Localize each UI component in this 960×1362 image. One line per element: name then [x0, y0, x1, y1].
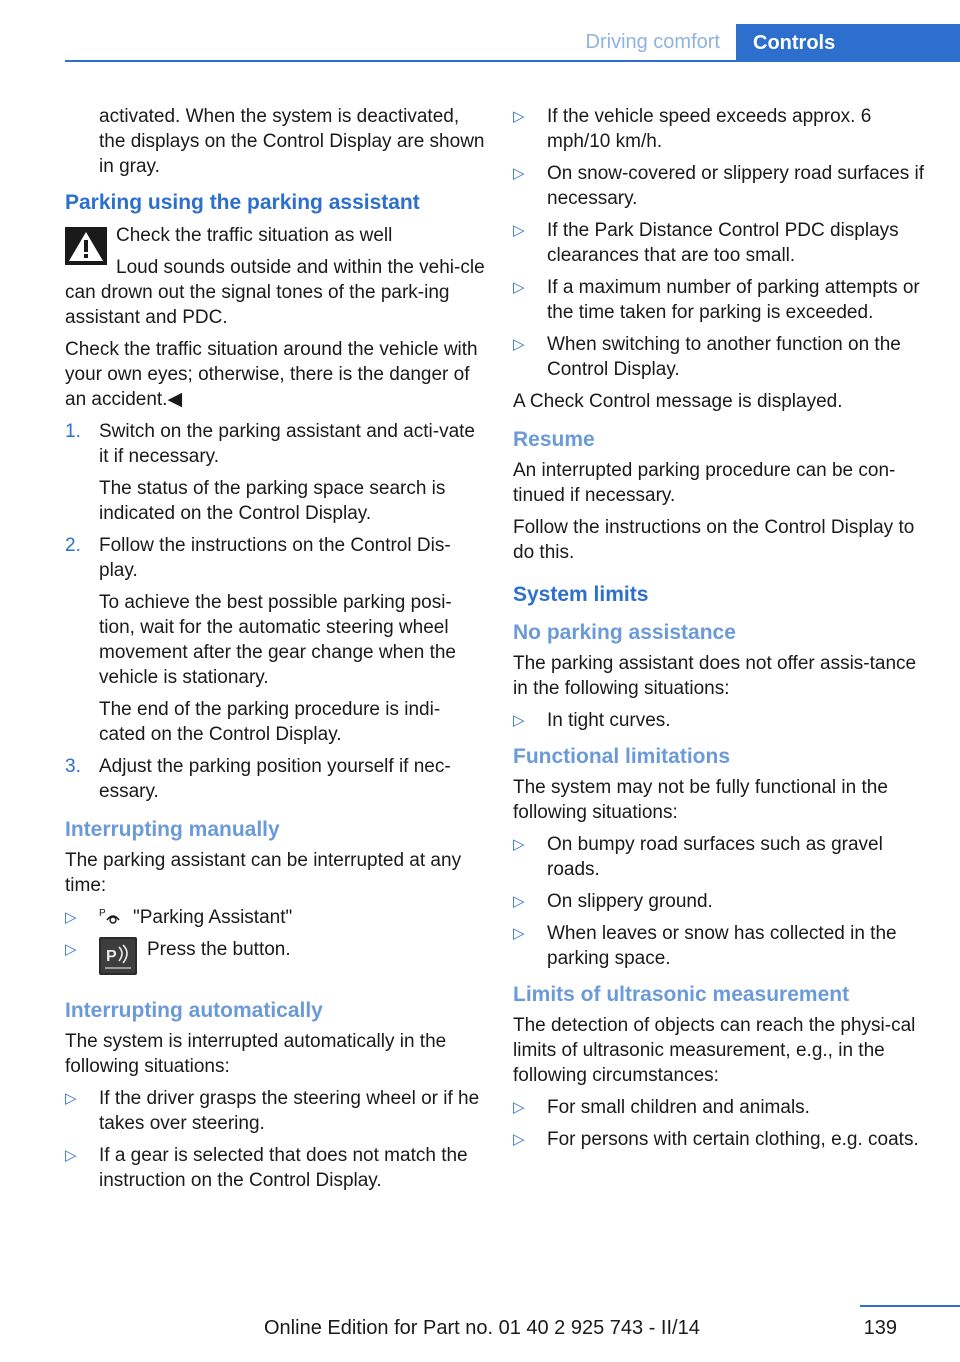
step-subtext: To achieve the best possible parking posi‐tion, wait for the automatic steering wheel movement after the gear change when the vehicle is stationary. — [99, 592, 457, 688]
list-item — [513, 104, 933, 154]
heading-ultrasonic-limits: Limits of ultrasonic measurement — [513, 983, 850, 1006]
list-item — [513, 275, 933, 325]
header-tab-controls: Controls — [736, 24, 960, 62]
page-number: 139 — [863, 1317, 897, 1339]
heading-interrupting-automatically: Interrupting automatically — [65, 999, 323, 1022]
manual-item-text: Press the button. — [147, 939, 291, 960]
list-item-text: For small children and animals. — [547, 1097, 810, 1118]
triangle-bullet-icon: ▷ — [513, 279, 525, 296]
warning-title: Check the traffic situation as well — [116, 225, 393, 246]
step-number: 2. — [65, 535, 81, 556]
triangle-bullet-icon: ▷ — [513, 712, 525, 729]
triangle-bullet-icon: ▷ — [513, 165, 525, 182]
list-item-text: For persons with certain clothing, e.g. coats. — [547, 1129, 919, 1150]
list-item — [513, 921, 933, 971]
list-item — [513, 332, 933, 382]
list-item — [65, 533, 485, 747]
triangle-bullet-icon: ▷ — [513, 1131, 525, 1148]
auto-paragraph: The system is interrupted automatically in the following situations: — [65, 1031, 447, 1077]
warning-text: Loud sounds outside and within the vehi‐cle can drown out the signal tones of the park‐ing assistant and PDC. — [65, 257, 485, 328]
list-item-text: When leaves or snow has collected in the parking space. — [547, 923, 897, 969]
right-column — [513, 104, 933, 1159]
warning-block — [65, 223, 485, 330]
triangle-bullet-icon: ▷ — [513, 925, 525, 942]
list-item — [65, 937, 485, 975]
manual-item-text: "Parking Assistant" — [133, 907, 293, 928]
triangle-bullet-icon: ▷ — [513, 836, 525, 853]
heading-functional-limitations: Functional limitations — [513, 745, 731, 768]
noassist-list — [513, 708, 933, 733]
step-subtext: The end of the parking procedure is indi‐cated on the Control Display. — [99, 699, 441, 745]
list-item — [65, 905, 485, 930]
step-text: Switch on the parking assistant and acti‐vate it if necessary. — [99, 421, 475, 467]
list-item-text: When switching to another function on the Control Display. — [547, 334, 901, 380]
header-rule — [65, 60, 960, 62]
resume-paragraph: An interrupted parking procedure can be con‐tinued if necessary. — [513, 460, 896, 506]
heading-resume: Resume — [513, 428, 595, 451]
step-subtext: The status of the parking space search is indicated on the Control Display. — [99, 478, 446, 524]
heading-interrupting-manually: Interrupting manually — [65, 818, 280, 841]
auto-list-continued — [513, 104, 933, 382]
list-item-text: If a maximum number of parking attempts or the time taken for parking is exceeded. — [547, 277, 920, 323]
svg-text:P: P — [99, 908, 106, 919]
triangle-bullet-icon: ▷ — [513, 1099, 525, 1116]
list-item — [65, 419, 485, 526]
triangle-bullet-icon: ▷ — [513, 336, 525, 353]
list-item — [513, 161, 933, 211]
heading-parking-assistant: Parking using the parking assistant — [65, 191, 420, 214]
left-column — [65, 104, 485, 1200]
triangle-bullet-icon: ▷ — [513, 108, 525, 125]
manual-paragraph: The parking assistant can be interrupted at any time: — [65, 850, 462, 896]
list-item — [513, 708, 933, 733]
ultra-paragraph: The detection of objects can reach the physi‐cal limits of ultrasonic measurement, e.g., in the following circumstances: — [513, 1015, 916, 1086]
ultra-list — [513, 1095, 933, 1152]
list-item-text: On snow-covered or slippery road surfaces if necessary. — [547, 163, 924, 209]
triangle-bullet-icon: ▷ — [65, 909, 77, 926]
parking-button-icon — [99, 937, 137, 975]
list-item-text: If the Park Distance Control PDC displays clearances that are too small. — [547, 220, 899, 266]
triangle-bullet-icon: ▷ — [513, 893, 525, 910]
list-item — [513, 1127, 933, 1152]
triangle-bullet-icon: ▷ — [65, 1090, 77, 1107]
list-item-text: If the vehicle speed exceeds approx. 6 mph/10 km/h. — [547, 106, 872, 152]
triangle-bullet-icon: ▷ — [513, 222, 525, 239]
heading-system-limits: System limits — [513, 583, 649, 606]
heading-no-parking-assistance: No parking assistance — [513, 621, 736, 644]
list-item-text: If a gear is selected that does not match the instruction on the Control Display. — [99, 1145, 468, 1191]
functional-paragraph: The system may not be fully functional in the following situations: — [513, 777, 888, 823]
warning-triangle-icon — [65, 227, 107, 265]
step-text: Follow the instructions on the Control Dis‐play. — [99, 535, 451, 581]
parking-assistant-icon — [99, 906, 123, 926]
triangle-bullet-icon: ▷ — [65, 1147, 77, 1164]
list-item — [513, 218, 933, 268]
list-item — [65, 1143, 485, 1193]
list-item-text: On slippery ground. — [547, 891, 713, 912]
functional-list — [513, 832, 933, 971]
footer-rule — [860, 1305, 960, 1307]
list-item-text: If the driver grasps the steering wheel or if he takes over steering. — [99, 1088, 480, 1134]
warning-text-2: Check the traffic situation around the vehicle with your own eyes; otherwise, there is the danger of an accident.◀ — [65, 339, 478, 410]
triangle-bullet-icon: ▷ — [65, 941, 77, 958]
step-number: 1. — [65, 421, 81, 442]
noassist-paragraph: The parking assistant does not offer assis‐tance in the following situations: — [513, 653, 917, 699]
footer-edition: Online Edition for Part no. 01 40 2 925 743 - II/14 — [264, 1317, 700, 1339]
step-text: Adjust the parking position yourself if nec‐essary. — [99, 756, 451, 802]
parking-steps — [65, 419, 485, 804]
list-item — [65, 1086, 485, 1136]
step-number: 3. — [65, 756, 81, 777]
list-item — [65, 754, 485, 804]
list-item-text: On bumpy road surfaces such as gravel roads. — [547, 834, 883, 880]
list-item — [513, 889, 933, 914]
list-item — [513, 1095, 933, 1120]
svg-text:P: P — [106, 948, 117, 965]
auto-list — [65, 1086, 485, 1193]
check-control-paragraph: A Check Control message is displayed. — [513, 391, 843, 412]
header-section-title: Driving comfort — [585, 31, 720, 53]
list-item — [513, 832, 933, 882]
resume-paragraph-2: Follow the instructions on the Control Display to do this. — [513, 517, 915, 563]
list-item-text: In tight curves. — [547, 710, 671, 731]
intro-paragraph: activated. When the system is deactivated, the displays on the Control Display are shown in gray. — [99, 106, 485, 177]
manual-list — [65, 905, 485, 975]
